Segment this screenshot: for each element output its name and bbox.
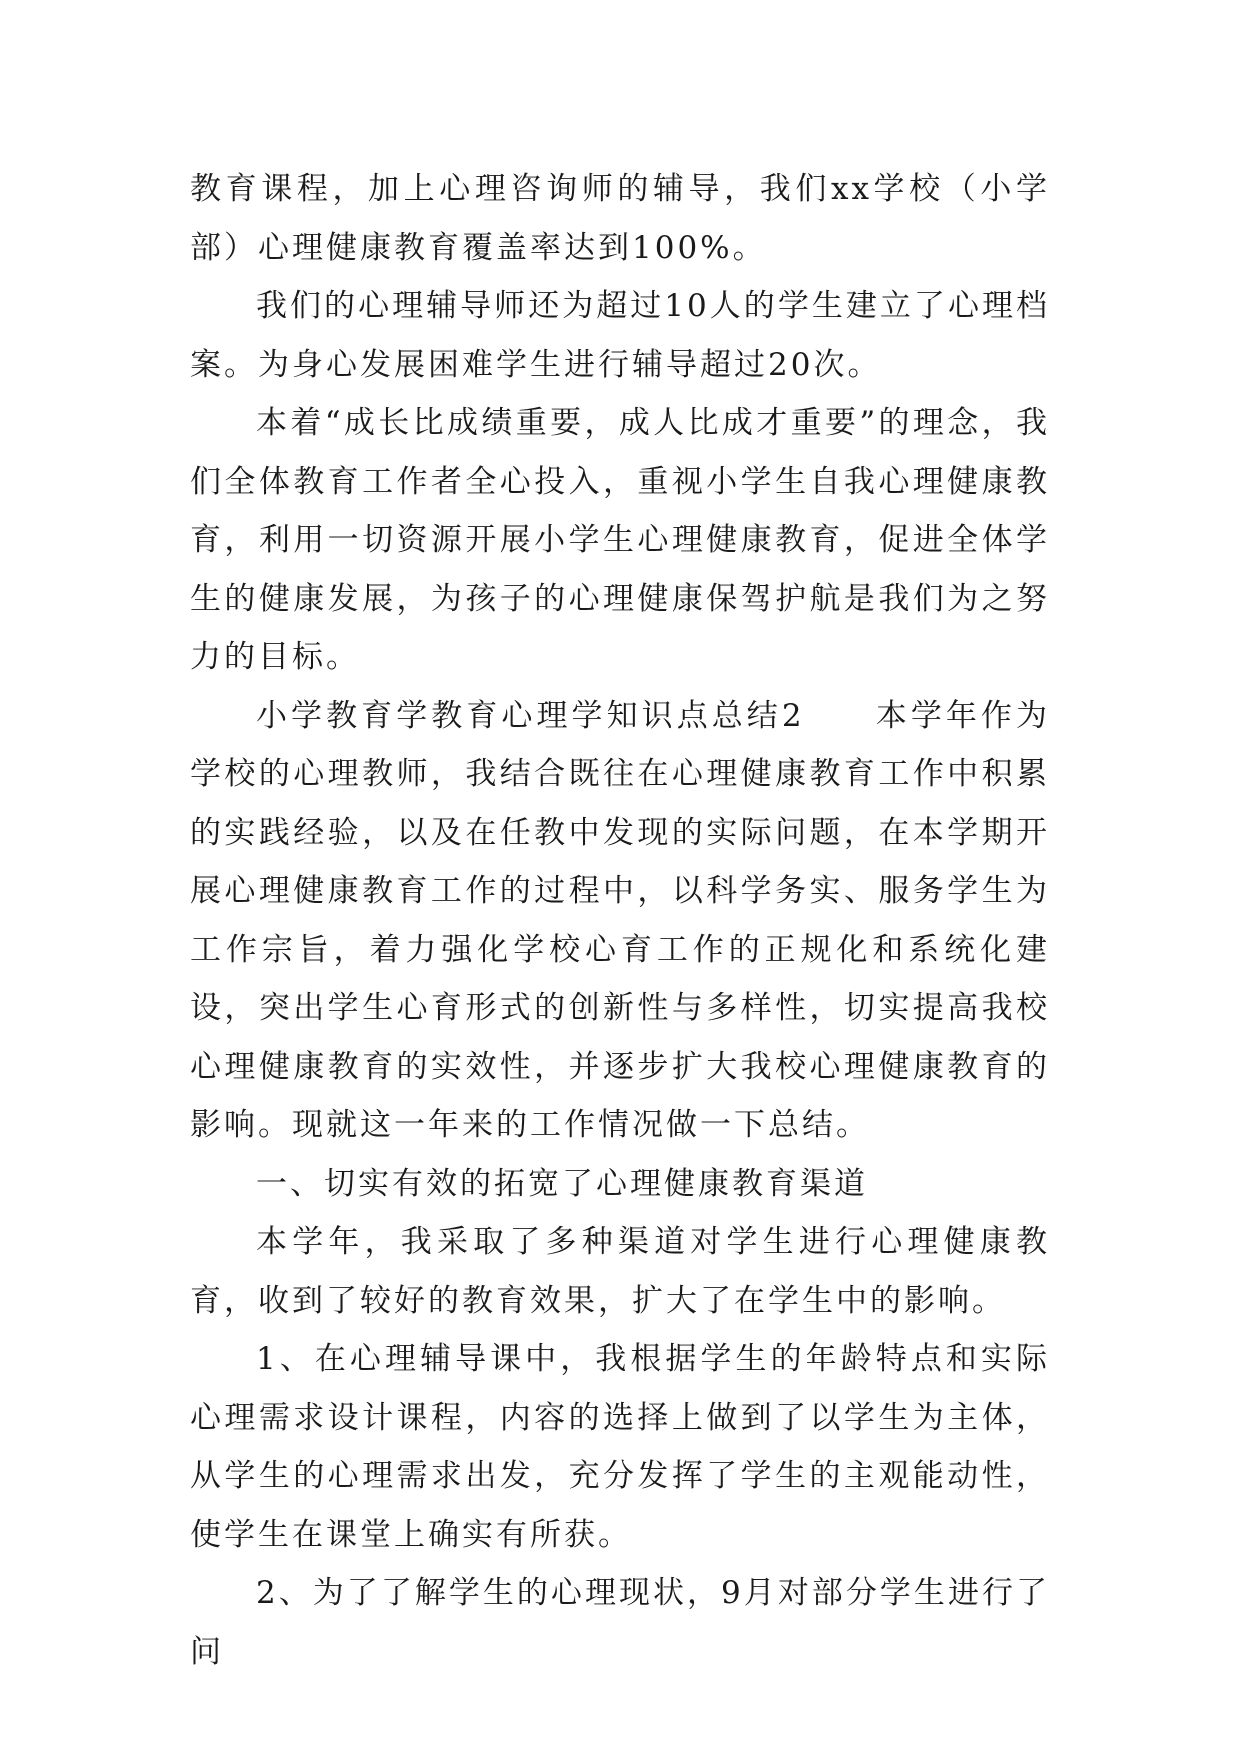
document-body bbox=[190, 160, 1050, 1681]
paragraph-3: 本着“成长比成绩重要，成人比成才重要”的理念，我们全体教育工作者全心投入，重视小学生自我心理健康教育，利用一切资源开展小学生心理健康教育，促进全体学生的健康发展，为孩子的心理健康保驾护航是我们为之努力的目标。 bbox=[190, 405, 1050, 675]
paragraph-1: 教育课程，加上心理咨询师的辅导，我们xx学校（小学部）心理健康教育覆盖率达到100%。 bbox=[190, 171, 1050, 266]
section-heading: 一、切实有效的拓宽了心理健康教育渠道 bbox=[256, 1165, 868, 1202]
paragraph-7: 2、为了了解学生的心理现状，9月对部分学生进行了问 bbox=[190, 1575, 1050, 1670]
paragraph-2: 我们的心理辅导师还为超过10人的学生建立了心理档案。为身心发展困难学生进行辅导超过20次。 bbox=[190, 288, 1050, 383]
paragraph-6: 1、在心理辅导课中，我根据学生的年龄特点和实际心理需求设计课程，内容的选择上做到了以学生为主体，从学生的心理需求出发，充分发挥了学生的主观能动性，使学生在课堂上确实有所获。 bbox=[190, 1341, 1050, 1553]
paragraph-4: 小学教育学教育心理学知识点总结2 本学年作为学校的心理教师，我结合既往在心理健康教育工作中积累的实践经验，以及在任教中发现的实际问题，在本学期开展心理健康教育工作的过程中，以科学务实、服务学生为工作宗旨，着力强化学校心育工作的正规化和系统化建设，突出学生心育形式的创新性与多样性，切实提高我校心理健康教育的实效性，并逐步扩大我校心理健康教育的影响。现就这一年来的工作情况做一下总结。 bbox=[190, 697, 1050, 1143]
paragraph-5: 本学年，我采取了多种渠道对学生进行心理健康教育，收到了较好的教育效果，扩大了在学生中的影响。 bbox=[190, 1224, 1050, 1319]
